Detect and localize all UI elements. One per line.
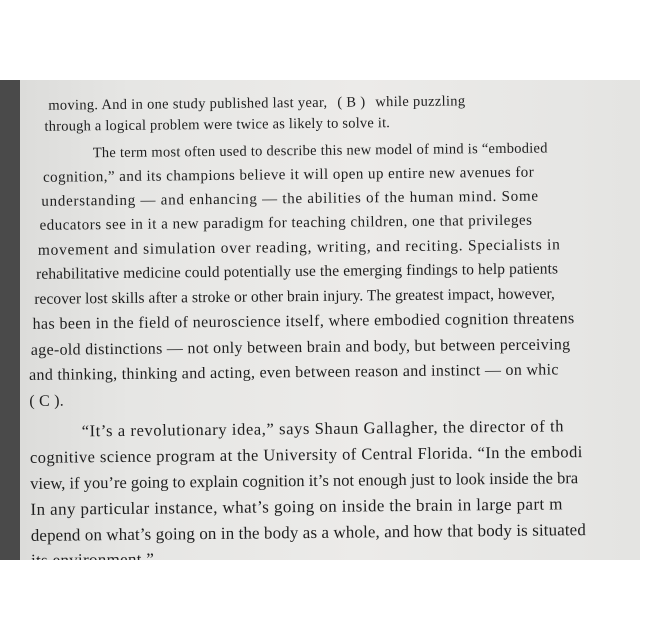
paragraph-3-line-2: cognitive science program at the University of Central Florida. “In the embodi bbox=[29, 442, 583, 467]
left-edge-shadow bbox=[0, 80, 22, 560]
paragraph-1-line-1-pre: moving. And in one study published last year, bbox=[48, 94, 328, 114]
paragraph-2-line-7: recover lost skills after a stroke or other brain injury. The greatest impact, however, bbox=[34, 285, 556, 308]
paragraph-3-line-5: depend on what’s going on in the body as a whole, and how that body is situated bbox=[30, 520, 586, 545]
page-text-block bbox=[20, 73, 665, 560]
bottom-background bbox=[0, 560, 640, 640]
paragraph-2-line-11 bbox=[29, 393, 64, 411]
paragraph-3-line-4: In any particular instance, what’s going on inside the brain in large part m bbox=[30, 494, 563, 519]
paragraph-2-line-10: and thinking, thinking and acting, even between reason and instinct — on whic bbox=[29, 361, 559, 384]
paragraph-2-line-1: The term most often used to describe this new model of mind is “embodied bbox=[92, 140, 548, 162]
paragraph-2-line-3: understanding — and enhancing — the abilities of the human mind. Some bbox=[41, 188, 539, 210]
blank-c: ( C ). bbox=[29, 392, 64, 410]
paragraph-3-line-3: view, if you’re going to explain cognition it’s not enough just to look inside the bra bbox=[30, 468, 579, 493]
blank-b: ( B ) bbox=[337, 94, 366, 111]
paragraph-3-line-1: “It’s a revolutionary idea,” says Shaun Gallagher, the director of th bbox=[81, 416, 565, 441]
paragraph-2-line-8: has been in the field of neuroscience itself, where embodied cognition threatens bbox=[32, 310, 575, 333]
paragraph-1-line-1 bbox=[48, 93, 465, 114]
paragraph-2-line-6: rehabilitative medicine could potentially use the emerging findings to help patients bbox=[35, 260, 559, 283]
document-page bbox=[20, 80, 640, 560]
paragraph-1-line-2: through a logical problem were twice as likely to solve it. bbox=[44, 115, 391, 135]
paragraph-2-line-2: cognition,” and its champions believe it will open up entire new avenues for bbox=[42, 164, 535, 186]
paragraph-2-line-9: age-old distinctions — not only between brain and body, but between perceiving bbox=[30, 336, 571, 359]
paragraph-1-line-1-post: while puzzling bbox=[375, 93, 466, 111]
paragraph-2-line-4: educators see in it a new paradigm for teaching children, one that privileges bbox=[39, 212, 533, 234]
paragraph-2-line-5: movement and simulation over reading, writing, and reciting. Specialists in bbox=[37, 236, 561, 259]
